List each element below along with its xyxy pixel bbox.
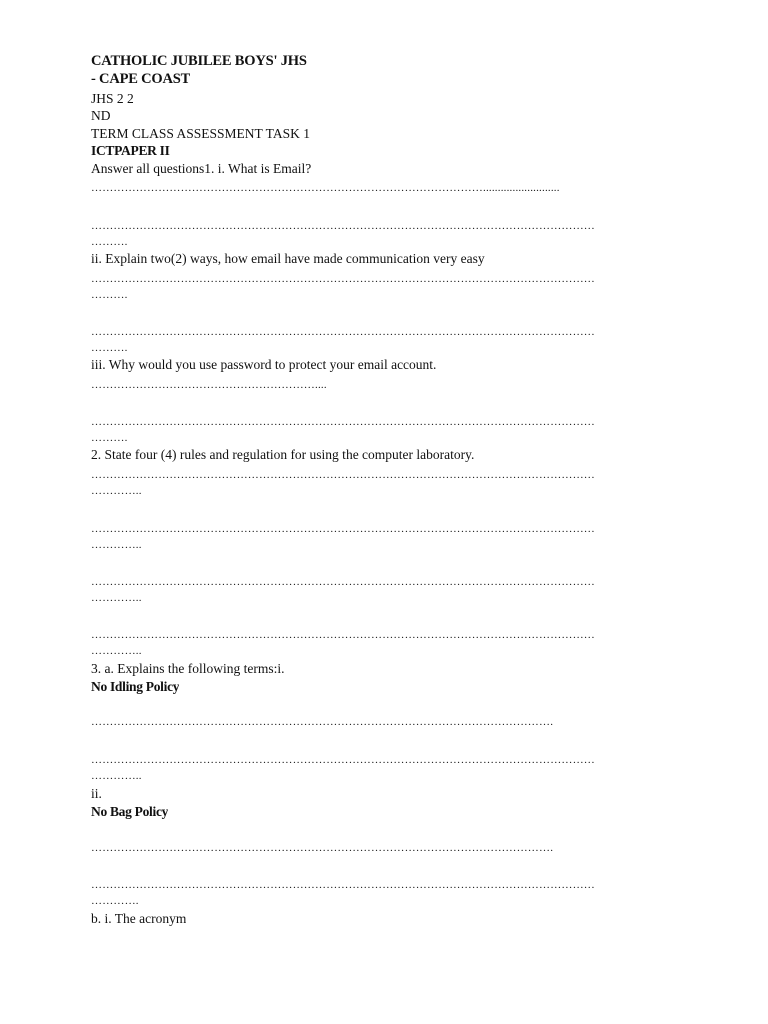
answer-line: ………. — [91, 289, 128, 301]
answer-line: ………. — [91, 432, 128, 444]
answer-line: …………. — [91, 895, 139, 907]
question-2: 2. State four (4) rules and regulation for using the computer laboratory. — [91, 447, 475, 462]
answer-line: ……………………………………………………………………………………………………………………… — [91, 469, 595, 481]
question-3-a-ii: ii. — [91, 786, 102, 801]
answer-line: ……………………………………………………………………………………………………………………… — [91, 879, 595, 891]
answer-line: …………………………………………………….... — [91, 379, 327, 391]
term-no-bag-policy: No Bag Policy — [91, 804, 169, 819]
answer-line: ………….. — [91, 485, 142, 497]
class-label: JHS 2 2 — [91, 91, 134, 106]
answer-line: ……………………………………………………………………………………………………………………… — [91, 754, 595, 766]
term-no-idling-policy: No Idling Policy — [91, 679, 180, 694]
answer-line: ……………………………………………………………………………………………………………………… — [91, 273, 595, 285]
answer-line: ………. — [91, 236, 128, 248]
question-3-a: 3. a. Explains the following terms:i. — [91, 661, 285, 676]
answer-line: ………….. — [91, 770, 142, 782]
answer-line: ……………………………………………………………………………………………………………………… — [91, 326, 595, 338]
answer-line: …………………………………………………………………………………………….......................... — [91, 182, 560, 194]
answer-line: ………….. — [91, 592, 142, 604]
school-location: - CAPE COAST — [91, 71, 191, 87]
answer-line: ………….. — [91, 645, 142, 657]
answer-line: ………. — [91, 342, 128, 354]
instruction-question-1-i: Answer all questions1. i. What is Email? — [91, 161, 312, 176]
answer-line: ……………………………………………………………………………………………………………………… — [91, 416, 595, 428]
paper-title: ICTPAPER II — [91, 143, 170, 158]
answer-line: ……………………………………………………………………………………………………………………… — [91, 523, 595, 535]
school-name: CATHOLIC JUBILEE BOYS' JHS — [91, 53, 307, 69]
question-3-b-i: b. i. The acronym — [91, 911, 187, 926]
answer-line: ……………………………………………………………………………………………………………. — [91, 716, 554, 728]
assessment-title: TERM CLASS ASSESSMENT TASK 1 — [91, 126, 310, 141]
question-1-iii: iii. Why would you use password to protect your email account. — [91, 357, 437, 372]
answer-line: ………….. — [91, 539, 142, 551]
answer-line: ……………………………………………………………………………………………………………………… — [91, 220, 595, 232]
question-1-ii: ii. Explain two(2) ways, how email have made communication very easy — [91, 251, 485, 266]
term-ordinal: ND — [91, 108, 111, 123]
answer-line: ……………………………………………………………………………………………………………………… — [91, 576, 595, 588]
answer-line: ……………………………………………………………………………………………………………………… — [91, 629, 595, 641]
answer-line: ……………………………………………………………………………………………………………. — [91, 842, 554, 854]
